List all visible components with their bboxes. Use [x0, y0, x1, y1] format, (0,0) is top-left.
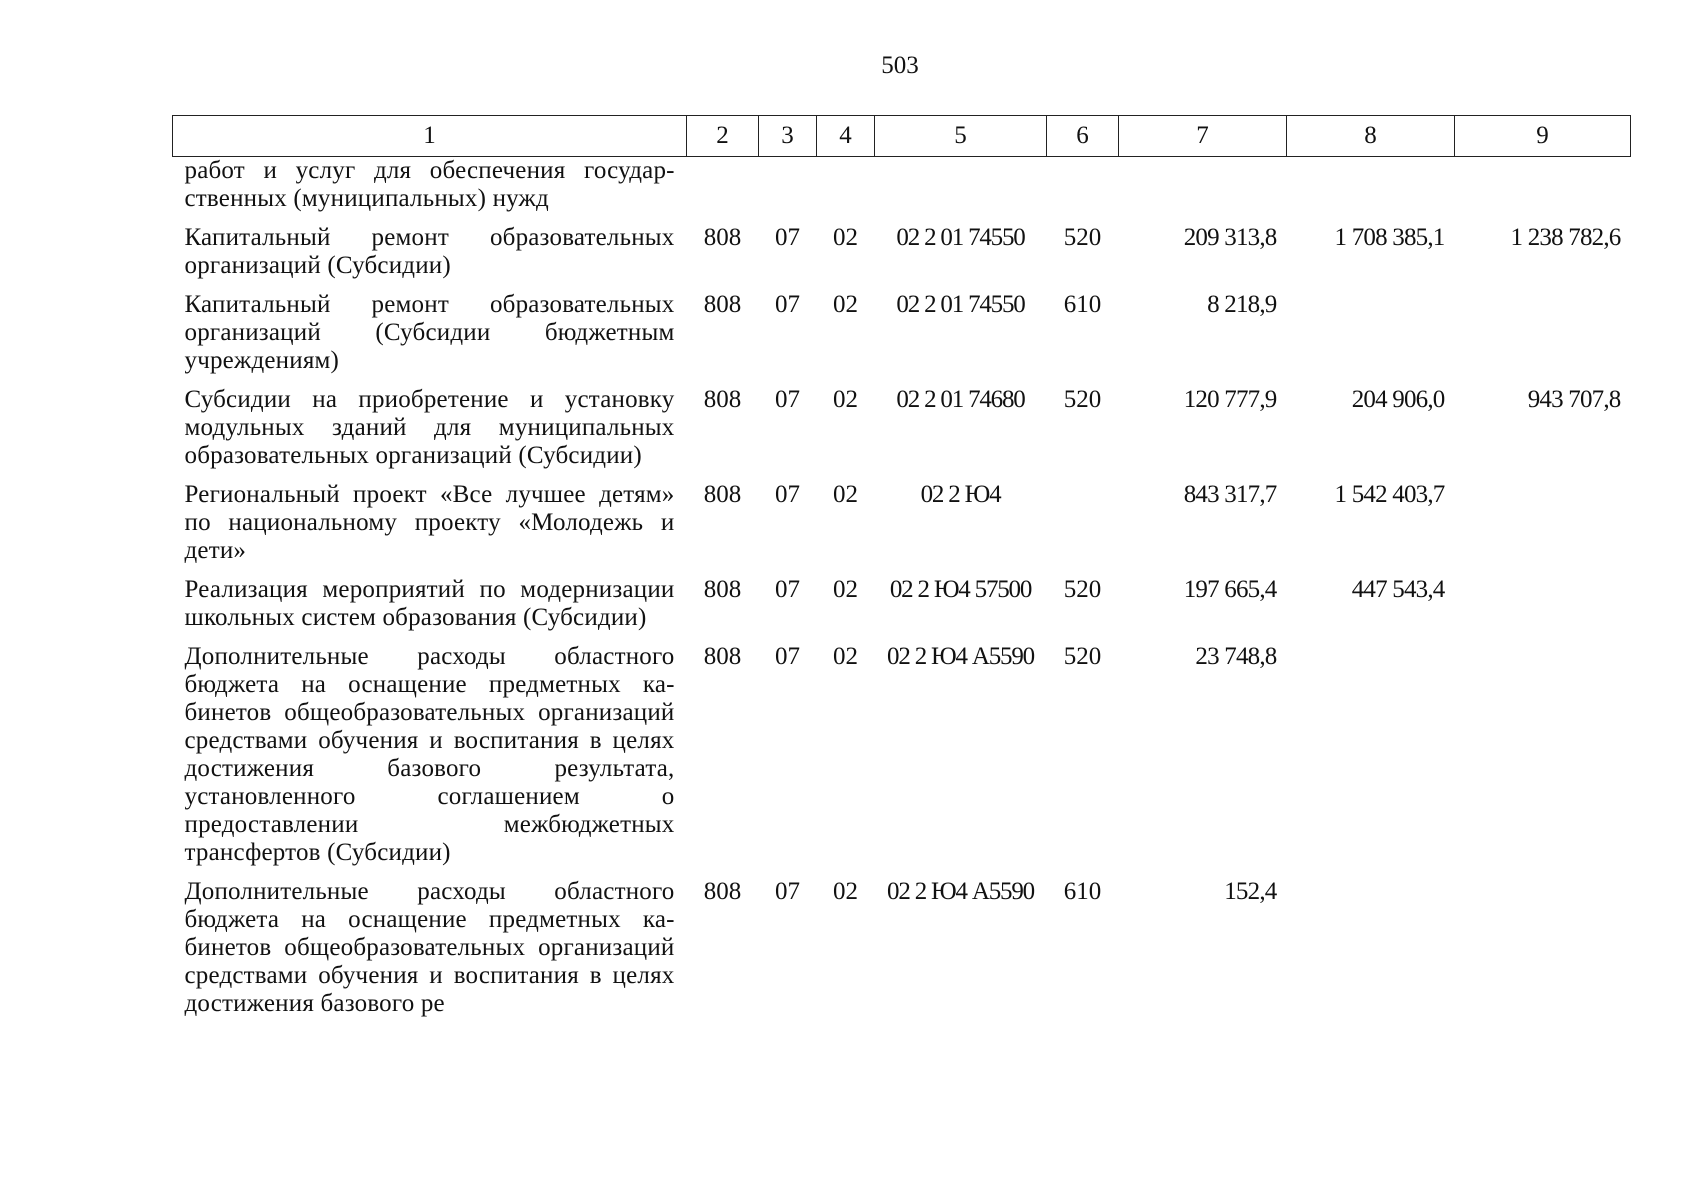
row-gr: 808 [703, 386, 742, 413]
row-csr: 02 2 01 74680 [896, 386, 1025, 413]
row-pr: 02 [833, 481, 858, 508]
column-header: 1 [173, 116, 687, 157]
header-row [173, 116, 1631, 157]
budget-table [172, 115, 1631, 1029]
row-sum-2 [1287, 643, 1455, 878]
row-vr: 610 [1063, 291, 1102, 318]
row-vr: 520 [1063, 386, 1102, 413]
row-sum-3 [1455, 481, 1631, 576]
row-vr: 520 [1063, 576, 1102, 603]
row-gr: 808 [703, 878, 742, 905]
row-csr: 02 2 Ю4 А5590 [887, 878, 1034, 905]
row-rz: 07 [775, 291, 800, 318]
table-row [173, 386, 1631, 481]
table-row [173, 878, 1631, 1029]
table-row [173, 576, 1631, 643]
row-rz: 07 [775, 386, 800, 413]
column-header: 6 [1047, 116, 1119, 157]
table-row [173, 481, 1631, 576]
row-csr: 02 2 Ю4 [920, 481, 1001, 508]
row-vr [1047, 481, 1119, 576]
column-header: 2 [687, 116, 759, 157]
row-sum-3: 943 707,8 [1527, 386, 1621, 413]
row-sum-1: 197 665,4 [1183, 576, 1277, 603]
row-gr: 808 [703, 224, 742, 251]
column-header: 4 [817, 116, 875, 157]
column-header: 9 [1455, 116, 1631, 157]
row-gr: 808 [703, 643, 742, 670]
row-sum-1 [1119, 157, 1287, 225]
row-sum-2 [1287, 878, 1455, 1029]
row-name: Дополнительные расходы областного бюджета на оснащение предметных кабинетов общеобразовательных организаций средствами обучения и воспитания в целях достижения базового ре [184, 878, 675, 1017]
table-row [173, 291, 1631, 386]
row-gr [687, 157, 759, 225]
row-csr: 02 2 Ю4 57500 [889, 576, 1032, 603]
row-gr: 808 [703, 291, 742, 318]
row-sum-1: 120 777,9 [1183, 386, 1277, 413]
table-row [173, 224, 1631, 291]
row-sum-1: 209 313,8 [1183, 224, 1277, 251]
row-rz: 07 [775, 481, 800, 508]
row-pr: 02 [833, 291, 858, 318]
row-vr: 520 [1063, 224, 1102, 251]
row-name: работ и услуг для обеспечения государственных (муниципальных) нужд [184, 157, 675, 212]
row-sum-3 [1455, 157, 1631, 225]
row-sum-3 [1455, 576, 1631, 643]
row-sum-2: 447 543,4 [1351, 576, 1445, 603]
row-rz [759, 157, 817, 225]
row-rz: 07 [775, 224, 800, 251]
row-name: Реализация мероприятий по модернизации школьных систем образования (Субсидии) [184, 576, 675, 631]
row-name: Субсидии на приобретение и установку модульных зданий для муниципальных образовательных организаций (Субсидии) [184, 386, 675, 469]
row-sum-3 [1455, 291, 1631, 386]
row-sum-1: 152,4 [1224, 878, 1277, 905]
row-sum-2: 204 906,0 [1351, 386, 1445, 413]
row-name: Дополнительные расходы областного бюджета на оснащение предметных кабинетов общеобразовательных организаций средствами обучения и воспитания в целях достижения базового результата, установленного соглашением о предоставлении межбюджетных трансфертов (Субсидии) [184, 643, 675, 866]
row-csr: 02 2 Ю4 А5590 [887, 643, 1034, 670]
row-csr: 02 2 01 74550 [896, 224, 1025, 251]
row-pr [817, 157, 875, 225]
row-vr [1047, 157, 1119, 225]
row-name: Капитальный ремонт образовательных организаций (Субсидии бюджетным учреждениям) [184, 291, 675, 374]
row-pr: 02 [833, 643, 858, 670]
column-header: 5 [875, 116, 1047, 157]
row-gr: 808 [703, 576, 742, 603]
row-csr [875, 157, 1047, 225]
row-rz: 07 [775, 643, 800, 670]
row-sum-1: 843 317,7 [1183, 481, 1277, 508]
table-row [173, 643, 1631, 878]
page-number: 503 [881, 52, 919, 79]
row-sum-1: 8 218,9 [1207, 291, 1277, 318]
row-sum-2: 1 708 385,1 [1334, 224, 1445, 251]
row-sum-3 [1455, 643, 1631, 878]
row-vr: 610 [1063, 878, 1102, 905]
row-sum-1: 23 748,8 [1195, 643, 1277, 670]
row-sum-3 [1455, 878, 1631, 1029]
row-gr: 808 [703, 481, 742, 508]
row-csr: 02 2 01 74550 [896, 291, 1025, 318]
row-pr: 02 [833, 224, 858, 251]
row-sum-2 [1287, 157, 1455, 225]
row-rz: 07 [775, 576, 800, 603]
table-row [173, 157, 1631, 225]
column-header: 8 [1287, 116, 1455, 157]
row-sum-2 [1287, 291, 1455, 386]
row-rz: 07 [775, 878, 800, 905]
row-sum-3: 1 238 782,6 [1510, 224, 1621, 251]
row-vr: 520 [1063, 643, 1102, 670]
row-pr: 02 [833, 878, 858, 905]
row-name: Капитальный ремонт образовательных организаций (Субсидии) [184, 224, 675, 279]
row-pr: 02 [833, 576, 858, 603]
row-pr: 02 [833, 386, 858, 413]
row-name: Региональный проект «Все лучшее детям» по национальному проекту «Молодежь и дети» [184, 481, 675, 564]
column-header: 3 [759, 116, 817, 157]
column-header: 7 [1119, 116, 1287, 157]
row-sum-2: 1 542 403,7 [1334, 481, 1445, 508]
